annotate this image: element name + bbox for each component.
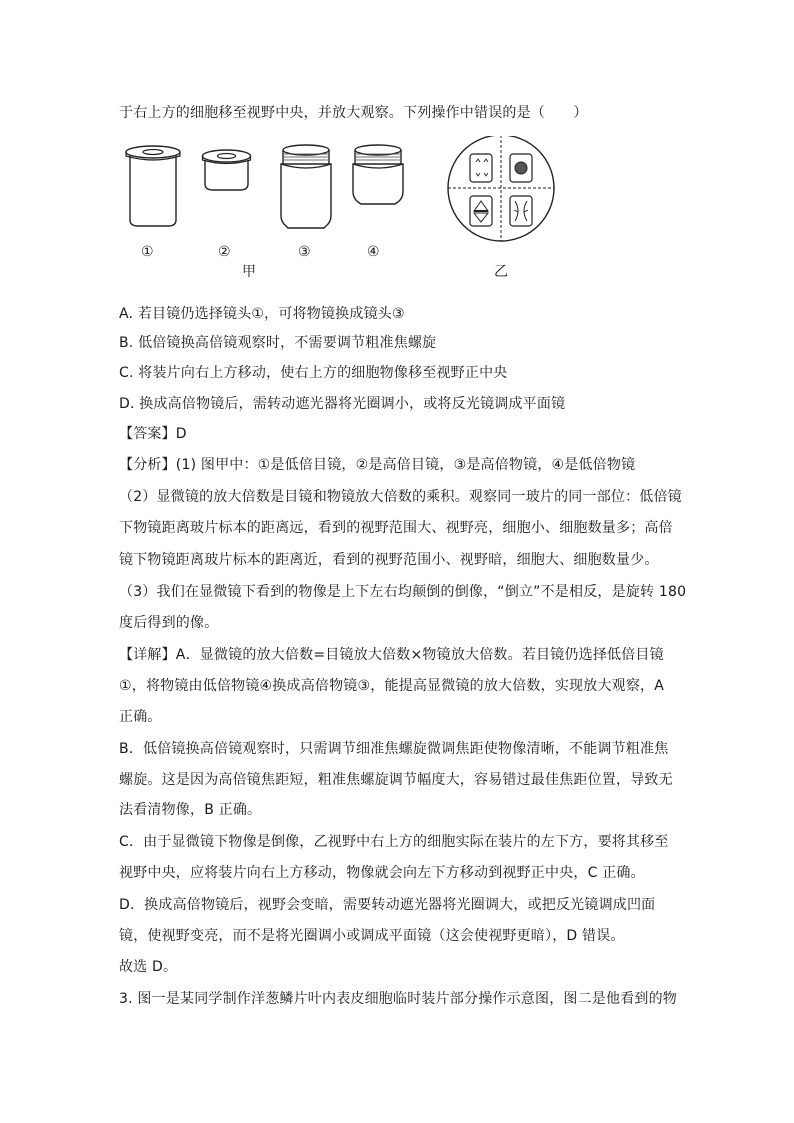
objective-high-icon	[281, 145, 331, 228]
detail-line: 螺旋。这是因为高倍镜焦距短，粗准焦螺旋调节幅度大，容易错过最佳焦距位置，导致无	[119, 772, 673, 788]
analysis-line: 下物镜距离玻片标本的距离远，看到的视野范围大、视野亮，细胞小、细胞数量多；高倍	[119, 520, 673, 536]
option-b: B. 低倍镜换高倍镜观察时，不需要调节粗准焦螺旋	[119, 335, 437, 351]
question-text-line: 于右上方的细胞移至视野中央，并放大观察。下列操作中错误的是（ ）	[119, 105, 588, 121]
objective-low-icon	[353, 145, 403, 204]
conclusion-line: 故选 D。	[119, 959, 178, 975]
detail-line: 【详解】A．显微镜的放大倍数=目镜放大倍数×物镜放大倍数。若目镜仍选择低倍目镜	[119, 647, 664, 663]
lens-label-2: ②	[218, 244, 231, 260]
view-field-icon	[448, 136, 554, 241]
lens-label-4: ④	[367, 244, 380, 260]
detail-line: C．由于显微镜下物像是倒像，乙视野中右上方的细胞实际在装片的左下方，要将其移至	[119, 834, 669, 850]
analysis-line: （2）显微镜的放大倍数是目镜和物镜放大倍数的乘积。观察同一玻片的同一部位：低倍镜	[119, 489, 682, 505]
detail-line: 法看清物像，B 正确。	[119, 802, 262, 818]
detail-line: 镜，使视野变亮，而不是将光圈调小或调成平面镜（这会使视野更暗），D 错误。	[119, 928, 625, 944]
figure-label-jia: 甲	[242, 264, 256, 280]
next-question-line: 3. 图一是某同学制作洋葱鳞片叶内表皮细胞临时装片部分操作示意图，图二是他看到的物	[119, 991, 678, 1007]
detail-line: ①，将物镜由低倍物镜④换成高倍物镜③，能提高显微镜的放大倍数，实现放大观察，A	[119, 678, 665, 694]
analysis-line: 度后得到的像。	[119, 615, 219, 631]
answer-line: 【答案】D	[119, 426, 187, 442]
microscope-figure	[118, 136, 598, 286]
option-c: C. 将装片向右上方移动，使右上方的细胞物像移至视野正中央	[119, 365, 508, 381]
analysis-line: 镜下物镜距离玻片标本的距离近，看到的视野范围小、视野暗，细胞大、细胞数量少。	[119, 552, 659, 568]
option-d: D. 换成高倍物镜后，需转动遮光器将光圈调小，或将反光镜调成平面镜	[119, 396, 566, 412]
detail-line: 正确。	[119, 709, 162, 725]
eyepiece-low-icon	[126, 146, 180, 226]
analysis-line: 【分析】(1) 图甲中：①是低倍目镜，②是高倍目镜，③是高倍物镜，④是低倍物镜	[119, 457, 636, 473]
detail-line: D．换成高倍物镜后，视野会变暗，需要转动遮光器将光圈调大，或把反光镜调成凹面	[119, 897, 656, 913]
detail-line: B．低倍镜换高倍镜观察时，只需调节细准焦螺旋微调焦距使物像清晰，不能调节粗准焦	[119, 741, 669, 757]
lens-label-1: ①	[141, 244, 154, 260]
lens-label-3: ③	[298, 244, 311, 260]
eyepiece-high-icon	[203, 150, 251, 190]
figure-label-yi: 乙	[494, 264, 508, 280]
option-a: A. 若目镜仍选择镜头①，可将物镜换成镜头③	[119, 306, 405, 322]
analysis-line: （3）我们在显微镜下看到的物像是上下左右均颠倒的倒像，“倒立”不是相反，是旋转 180	[119, 584, 687, 600]
detail-line: 视野中央，应将装片向右上方移动，物像就会向左下方移动到视野正中央，C 正确。	[119, 865, 645, 881]
lens-diagram	[118, 136, 598, 286]
